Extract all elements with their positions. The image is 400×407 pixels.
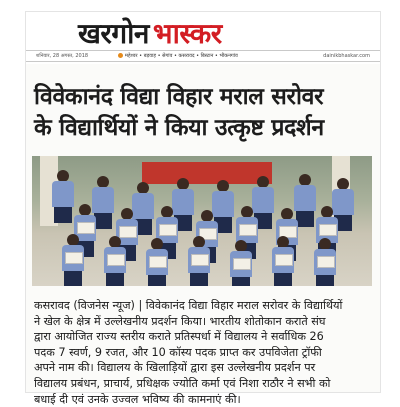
student-figure [52, 170, 74, 223]
student-figure [104, 236, 126, 286]
edition-names: महेश्वर • बड़वाह • सेगांव • कसरावद • बिस्टान • भीकनगांव [125, 53, 238, 59]
masthead-info-bar [26, 50, 380, 62]
student-figure [146, 238, 168, 286]
article-headline [34, 82, 374, 144]
bullet-dot-icon [118, 53, 123, 58]
article-line: कसरावद (विजनेस न्यूज) | विवेकानंद विद्या विहार मराल सरोवर के विद्यार्थियों [34, 299, 343, 312]
newspaper-name [78, 14, 222, 52]
article-line: पदक 7 स्वर्ण, 9 रजत, और 10 कॉस्य पदक प्राप्त कर उपविजेता ट्रॉफी [34, 345, 322, 359]
newspaper-name-part2: भास्कर [152, 17, 222, 50]
group-photo [32, 156, 372, 286]
student-figure [188, 236, 210, 286]
article-line: बधाई दी एवं उनके उज्वल भविष्य की कामनाएं की। [34, 392, 241, 406]
newspaper-name-part1: खरगोन [78, 17, 149, 50]
student-figure [62, 234, 84, 286]
article-line: विद्यालय प्रबंधन, प्राचार्य, प्रधिक्षक ज्योति कर्मा एवं निशा राठौर ने सभी को [34, 376, 331, 390]
edition-list [116, 51, 238, 61]
article-line: ने खेल के क्षेत्र में उल्लेखनीय प्रदर्शन किया। भारतीय शोतोकान कराते संघ [34, 314, 326, 328]
student-figure [230, 240, 252, 286]
article-line: द्वारा आयोजित राज्य स्तरीय कराते प्रतिस्पर्धा में विद्यालय ने सर्वाधिक 26 [34, 330, 324, 344]
issue-date: शनिवार, 28 अगस्त, 2018 [36, 53, 89, 59]
headline-line-2: के विद्यार्थियों ने किया उत्कृष्ट प्रदर्शन [34, 115, 324, 141]
student-figure [314, 238, 336, 286]
newspaper-clipping [26, 12, 380, 406]
article-body [34, 298, 374, 407]
article-line: अपने नाम की। विद्यालय के खिलाड़ियों द्वारा इस उल्लेखनीय प्रदर्शन पर [34, 361, 316, 375]
website-url: dainikbhaskar.com [323, 53, 370, 59]
student-figure [272, 236, 294, 286]
masthead [26, 12, 380, 64]
headline-line-1: विवेकानंद विद्या विहार मराल सरोवर [34, 84, 324, 110]
